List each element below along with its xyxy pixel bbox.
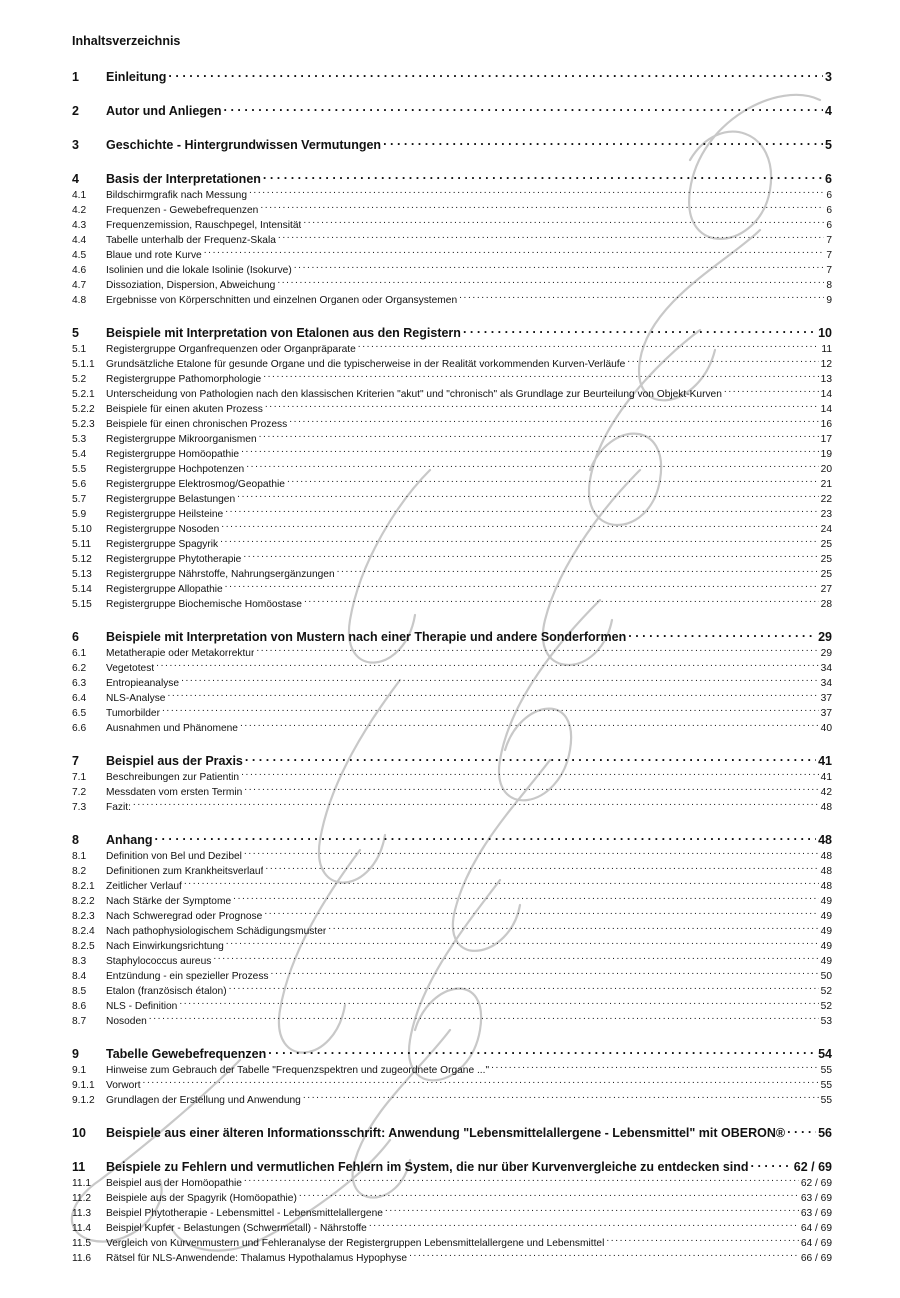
toc-title: Fazit: [106, 802, 131, 813]
toc-page-number: 6 [825, 172, 832, 186]
toc-title: NLS - Definition [106, 1001, 178, 1012]
toc-number: 6.5 [72, 708, 87, 719]
toc-title: Entzündung - ein spezieller Prozess [106, 971, 269, 982]
toc-page-number: 10 [818, 326, 832, 340]
toc-page-number: 29 [820, 648, 832, 659]
toc-title: Hinweise zum Gebrauch der Tabelle "Frequenzspektren und zugeordnete Organe ..." [106, 1065, 490, 1076]
toc-number: 8.1 [72, 851, 87, 862]
toc-subsection-entry[interactable] [72, 1073, 832, 1091]
toc-leader-dots [133, 795, 819, 810]
toc-subsection-entry[interactable] [72, 844, 832, 862]
toc-subsection-entry[interactable] [72, 889, 832, 907]
toc-title: Registergruppe Mikroorganismen [106, 434, 257, 445]
toc-page-number: 25 [820, 569, 832, 580]
toc-page-number: 17 [820, 434, 832, 445]
toc-page-number: 23 [820, 509, 832, 520]
toc-page-number: 42 [820, 787, 832, 798]
toc-title: Nach pathophysiologischem Schädigungsmuster [106, 926, 327, 937]
toc-section-entry[interactable] [72, 99, 832, 118]
toc-page-number: 6 [826, 205, 832, 216]
toc-leader-dots [246, 457, 818, 472]
toc-section-entry[interactable] [72, 1042, 832, 1061]
toc-number: 5.2 [72, 374, 87, 385]
toc-leader-dots [256, 641, 818, 656]
toc-title: Nosoden [106, 1016, 147, 1027]
toc-number: 5.13 [72, 569, 92, 580]
toc-leader-dots [304, 592, 819, 607]
toc-title: Beispiele aus einer älteren Informationsschrift: Anwendung "Lebensmittelallergene - Lebensmittel" mit OBERON® [106, 1126, 786, 1140]
toc-leader-dots [385, 1201, 799, 1216]
toc-leader-dots [241, 765, 819, 780]
toc-page-number: 55 [820, 1065, 832, 1076]
toc-title: Beispiele für einen akuten Prozess [106, 404, 263, 415]
toc-page-number: 63 / 69 [800, 1193, 832, 1204]
toc-page-number: 29 [818, 630, 832, 644]
toc-number: 7 [72, 754, 79, 768]
toc-number: 11.3 [72, 1208, 92, 1219]
toc-page-number: 22 [820, 494, 832, 505]
toc-page-number: 49 [820, 926, 832, 937]
toc-leader-dots [268, 1042, 816, 1058]
toc-title: Beispiele mit Interpretation von Mustern nach einer Therapie und andere Sonderformen [106, 630, 627, 644]
toc-section-entry[interactable] [72, 1121, 832, 1140]
toc-leader-dots [168, 65, 823, 81]
toc-page-number: 34 [820, 678, 832, 689]
toc-leader-dots [627, 352, 818, 367]
toc-leader-dots [628, 625, 816, 641]
toc-subsection-entry[interactable] [72, 994, 832, 1012]
toc-title: Registergruppe Biochemische Homöostase [106, 599, 302, 610]
toc-title: Basis der Interpretationen [106, 172, 261, 186]
toc-leader-dots [224, 99, 824, 115]
toc-title: Nach Stärke der Symptome [106, 896, 232, 907]
toc-number: 8.2.5 [72, 941, 95, 952]
toc-number: 4.2 [72, 205, 87, 216]
toc-number: 8.2.4 [72, 926, 95, 937]
toc-leader-dots [226, 934, 819, 949]
toc-title: Zeitlicher Verlauf [106, 881, 182, 892]
toc-number: 6.3 [72, 678, 87, 689]
toc-page-number: 6 [826, 190, 832, 201]
toc-number: 5.10 [72, 524, 92, 535]
toc-page-number: 52 [820, 1001, 832, 1012]
document-page [72, 32, 832, 1264]
toc-leader-dots [459, 288, 824, 303]
toc-number: 6.2 [72, 663, 87, 674]
toc-number: 11 [72, 1160, 86, 1174]
toc-title: Registergruppe Nosoden [106, 524, 220, 535]
toc-page-number: 7 [826, 265, 832, 276]
toc-number: 4.8 [72, 295, 87, 306]
toc-number: 5.3 [72, 434, 87, 445]
toc-leader-dots [751, 1155, 792, 1171]
toc-subsection-entry[interactable] [72, 716, 832, 734]
toc-title: Beispiel Phytotherapie - Lebensmittel - Lebensmittelallergene [106, 1208, 383, 1219]
toc-number: 5.9 [72, 509, 87, 520]
toc-title: Nach Einwirkungsrichtung [106, 941, 224, 952]
toc-title: Registergruppe Spagyrik [106, 539, 219, 550]
toc-page-number: 37 [820, 693, 832, 704]
toc-leader-dots [179, 994, 818, 1009]
toc-leader-dots [271, 964, 819, 979]
toc-number: 3 [72, 138, 79, 152]
toc-number: 5 [72, 326, 79, 340]
toc-title: Vorwort [106, 1080, 141, 1091]
toc-page-number: 13 [820, 374, 832, 385]
toc-title: Metatherapie oder Metakorrektur [106, 648, 255, 659]
toc-title: Blaue und rote Kurve [106, 250, 202, 261]
toc-leader-dots [244, 844, 819, 859]
toc-title: Registergruppe Heilsteine [106, 509, 224, 520]
toc-leader-dots [337, 562, 819, 577]
toc-leader-dots [383, 133, 823, 149]
toc-number: 4.4 [72, 235, 87, 246]
toc-title: Registergruppe Organfrequenzen oder Organpräparate [106, 344, 356, 355]
toc-title: Nach Schweregrad oder Prognose [106, 911, 263, 922]
toc-title: Vergleich von Kurvenmustern und Fehleranalyse der Registergruppen Lebensmittelallergene und Lebensmittel [106, 1238, 605, 1249]
toc-number: 6.4 [72, 693, 87, 704]
toc-page-number: 56 [818, 1126, 832, 1140]
toc-number: 5.4 [72, 449, 87, 460]
toc-title: Definition von Bel und Dezibel [106, 851, 242, 862]
toc-leader-dots [184, 874, 819, 889]
toc-page-number: 7 [826, 235, 832, 246]
toc-leader-dots [264, 904, 818, 919]
toc-leader-dots [237, 487, 819, 502]
toc-number: 9.1.1 [72, 1080, 95, 1091]
toc-leader-dots [244, 780, 818, 795]
section-spacer [72, 810, 832, 828]
toc-page-number: 63 / 69 [800, 1208, 832, 1219]
toc-title: Bildschirmgrafik nach Messung [106, 190, 247, 201]
toc-subsection-entry[interactable] [72, 874, 832, 892]
toc-number: 4.7 [72, 280, 87, 291]
toc-page-number: 64 / 69 [800, 1223, 832, 1234]
toc-section-entry[interactable] [72, 321, 832, 340]
toc-subsection-entry[interactable] [72, 656, 832, 674]
toc-title: Etalon (französisch étalon) [106, 986, 227, 997]
toc-section-entry[interactable] [72, 65, 832, 84]
toc-leader-dots [244, 1171, 799, 1186]
toc-leader-dots [294, 258, 825, 273]
toc-page-number: 21 [820, 479, 832, 490]
toc-leader-dots [181, 671, 819, 686]
toc-title: Registergruppe Pathomorphologie [106, 374, 262, 385]
toc-page-number: 8 [826, 280, 832, 291]
toc-number: 2 [72, 104, 79, 118]
toc-section-entry[interactable] [72, 828, 832, 847]
toc-number: 8.7 [72, 1016, 87, 1027]
toc-title: Ergebnisse von Körperschnitten und einzelnen Organen oder Organsystemen [106, 295, 458, 306]
toc-page-number: 11 [821, 344, 832, 355]
toc-page-number: 62 / 69 [793, 1160, 832, 1174]
toc-number: 11.4 [72, 1223, 92, 1234]
section-spacer [72, 81, 832, 99]
toc-section-entry[interactable] [72, 749, 832, 768]
toc-leader-dots [225, 502, 818, 517]
toc-number: 5.2.2 [72, 404, 95, 415]
toc-number: 10 [72, 1126, 86, 1140]
toc-leader-dots [369, 1216, 799, 1231]
toc-title: Dissoziation, Dispersion, Abweichung [106, 280, 276, 291]
toc-title: Entropieanalyse [106, 678, 180, 689]
toc-title: Frequenzen - Gewebefrequenzen [106, 205, 259, 216]
toc-page-number: 20 [820, 464, 832, 475]
toc-leader-dots [289, 412, 818, 427]
toc-number: 9.1.2 [72, 1095, 95, 1106]
toc-page-number: 41 [820, 772, 832, 783]
toc-page-number: 25 [820, 554, 832, 565]
toc-number: 5.5 [72, 464, 87, 475]
toc-title: Beispiele für einen chronischen Prozess [106, 419, 288, 430]
toc-number: 5.14 [72, 584, 92, 595]
toc-page-number: 64 / 69 [800, 1238, 832, 1249]
toc-number: 5.2.3 [72, 419, 95, 430]
toc-number: 7.1 [72, 772, 87, 783]
toc-leader-dots [162, 701, 819, 716]
toc-number: 4.1 [72, 190, 87, 201]
toc-number: 8.3 [72, 956, 87, 967]
toc-leader-dots [167, 686, 818, 701]
toc-number: 5.1.1 [72, 359, 95, 370]
toc-page-number: 9 [826, 295, 832, 306]
toc-number: 4.3 [72, 220, 87, 231]
toc-page-number: 48 [820, 851, 832, 862]
toc-title: Registergruppe Nährstoffe, Nahrungsergänzungen [106, 569, 335, 580]
toc-number: 5.2.1 [72, 389, 95, 400]
toc-number: 4.6 [72, 265, 87, 276]
toc-number: 1 [72, 70, 79, 84]
toc-title: Registergruppe Hochpotenzen [106, 464, 245, 475]
toc-number: 11.1 [72, 1178, 92, 1189]
toc-title: Definitionen zum Krankheitsverlauf [106, 866, 264, 877]
toc-page-number: 7 [826, 250, 832, 261]
toc-leader-dots [260, 198, 824, 213]
toc-number: 8.2.1 [72, 881, 95, 892]
toc-page-number: 28 [820, 599, 832, 610]
toc-leader-dots [213, 949, 818, 964]
toc-number: 11.5 [72, 1238, 92, 1249]
toc-number: 6.6 [72, 723, 87, 734]
toc-leader-dots [724, 382, 819, 397]
toc-page-number: 14 [820, 404, 832, 415]
toc-page-number: 25 [820, 539, 832, 550]
toc-number: 7.2 [72, 787, 87, 798]
toc-number: 11.2 [72, 1193, 92, 1204]
toc-number: 5.11 [72, 539, 92, 550]
toc-title: Geschichte - Hintergrundwissen Vermutungen [106, 138, 382, 152]
toc-title: Vegetotest [106, 663, 155, 674]
toc-section-entry[interactable] [72, 133, 832, 152]
table-of-contents [72, 65, 832, 1264]
page-title: Inhaltsverzeichnis [72, 34, 181, 48]
toc-leader-dots [287, 472, 819, 487]
toc-title: Registergruppe Belastungen [106, 494, 236, 505]
toc-title: Registergruppe Elektrosmog/Geopathie [106, 479, 285, 490]
toc-leader-dots [220, 532, 819, 547]
toc-number: 8.5 [72, 986, 87, 997]
toc-title: Registergruppe Phytotherapie [106, 554, 242, 565]
toc-leader-dots [409, 1246, 799, 1261]
toc-page-number: 49 [820, 956, 832, 967]
toc-number: 5.6 [72, 479, 87, 490]
toc-page-number: 34 [820, 663, 832, 674]
toc-leader-dots [245, 749, 816, 765]
toc-page-number: 16 [820, 419, 832, 430]
toc-page-number: 49 [820, 896, 832, 907]
toc-leader-dots [263, 167, 823, 183]
toc-page-number: 48 [820, 802, 832, 813]
toc-title: Isolinien und die lokale Isolinie (Isokurve) [106, 265, 292, 276]
toc-leader-dots [241, 442, 819, 457]
toc-number: 9 [72, 1047, 79, 1061]
toc-number: 9.1 [72, 1065, 87, 1076]
toc-title: Beispiele aus der Spagyrik (Homöopathie) [106, 1193, 297, 1204]
toc-leader-dots [299, 1186, 799, 1201]
toc-title: Tabelle unterhalb der Frequenz-Skala [106, 235, 276, 246]
toc-page-number: 55 [820, 1095, 832, 1106]
toc-leader-dots [240, 716, 819, 731]
toc-page-number: 48 [820, 881, 832, 892]
toc-leader-dots [221, 517, 818, 532]
toc-leader-dots [606, 1231, 798, 1246]
toc-page-number: 40 [820, 723, 832, 734]
toc-page-number: 5 [825, 138, 832, 152]
toc-number: 8.6 [72, 1001, 87, 1012]
toc-subsection-entry[interactable] [72, 671, 832, 689]
toc-number: 8 [72, 833, 79, 847]
toc-leader-dots [156, 656, 819, 671]
toc-page-number: 66 / 69 [800, 1253, 832, 1264]
toc-page-number: 53 [820, 1016, 832, 1027]
toc-title: Beschreibungen zur Patientin [106, 772, 240, 783]
toc-page-number: 14 [820, 389, 832, 400]
toc-leader-dots [491, 1058, 819, 1073]
toc-leader-dots [787, 1121, 816, 1137]
toc-leader-dots [463, 321, 816, 337]
toc-page-number: 48 [820, 866, 832, 877]
toc-leader-dots [328, 919, 818, 934]
toc-page-number: 55 [820, 1080, 832, 1091]
toc-title: Beispiel Kupfer - Belastungen (Schwermetall) - Nährstoffe [106, 1223, 367, 1234]
toc-subsection-entry[interactable] [72, 1088, 832, 1106]
toc-leader-dots [278, 228, 824, 243]
toc-leader-dots [243, 547, 818, 562]
toc-page-number: 49 [820, 911, 832, 922]
toc-subsection-entry[interactable] [72, 795, 832, 813]
toc-number: 8.2.3 [72, 911, 95, 922]
toc-number: 5.7 [72, 494, 87, 505]
toc-subsection-entry[interactable] [72, 701, 832, 719]
toc-leader-dots [143, 1073, 819, 1088]
toc-number: 6 [72, 630, 79, 644]
toc-title: Einleitung [106, 70, 167, 84]
toc-title: Beispiel aus der Praxis [106, 754, 243, 768]
toc-number: 8.2 [72, 866, 87, 877]
toc-leader-dots [265, 397, 819, 412]
toc-leader-dots [155, 828, 817, 844]
toc-page-number: 48 [818, 833, 832, 847]
toc-title: Beispiele zu Fehlern und vermutlichen Fehlern im System, die nur über Kurvenvergleiche zu entdecken sind [106, 1160, 749, 1174]
toc-number: 5.12 [72, 554, 92, 565]
toc-title: Staphylococcus aureus [106, 956, 212, 967]
toc-number: 5.1 [72, 344, 87, 355]
toc-page-number: 41 [818, 754, 832, 768]
toc-page-number: 62 / 69 [800, 1178, 832, 1189]
toc-leader-dots [249, 183, 824, 198]
toc-leader-dots [225, 577, 819, 592]
toc-page-number: 12 [820, 359, 832, 370]
toc-number: 11.6 [72, 1253, 92, 1264]
toc-page-number: 52 [820, 986, 832, 997]
toc-page-number: 27 [820, 584, 832, 595]
toc-title: Frequenzemission, Rauschpegel, Intensität [106, 220, 302, 231]
toc-number: 8.4 [72, 971, 87, 982]
toc-title: Unterscheidung von Pathologien nach den klassischen Kriterien "akut" und "chronisch" als Grundlage zur Beurteilung von Objekt-Kurven [106, 389, 722, 400]
toc-number: 4 [72, 172, 79, 186]
section-spacer [72, 1024, 832, 1042]
toc-leader-dots [303, 213, 824, 228]
toc-title: Grundsätzliche Etalone für gesunde Organe und die typischerweise in der Realität vorkommenden Kurven-Verläufe [106, 359, 626, 370]
toc-leader-dots [229, 979, 819, 994]
toc-number: 7.3 [72, 802, 87, 813]
toc-page-number: 24 [820, 524, 832, 535]
toc-page-number: 50 [820, 971, 832, 982]
toc-title: Registergruppe Allopathie [106, 584, 223, 595]
toc-number: 4.5 [72, 250, 87, 261]
toc-page-number: 37 [820, 708, 832, 719]
toc-page-number: 19 [820, 449, 832, 460]
toc-title: Grundlagen der Erstellung und Anwendung [106, 1095, 301, 1106]
toc-page-number: 3 [825, 70, 832, 84]
toc-title: Messdaten vom ersten Termin [106, 787, 243, 798]
toc-section-entry[interactable] [72, 625, 832, 644]
toc-number: 8.2.2 [72, 896, 95, 907]
toc-page-number: 6 [826, 220, 832, 231]
toc-title: Tabelle Gewebefrequenzen [106, 1047, 267, 1061]
toc-subsection-entry[interactable] [72, 686, 832, 704]
toc-leader-dots [263, 367, 818, 382]
toc-title: Autor und Anliegen [106, 104, 222, 118]
toc-subsection-entry[interactable] [72, 1009, 832, 1027]
toc-page-number: 4 [825, 104, 832, 118]
toc-title: Registergruppe Homöopathie [106, 449, 240, 460]
toc-section-entry[interactable] [72, 167, 832, 186]
toc-title: Beispiele mit Interpretation von Etalonen aus den Registern [106, 326, 461, 340]
toc-title: Anhang [106, 833, 153, 847]
toc-leader-dots [303, 1088, 819, 1103]
toc-number: 6.1 [72, 648, 87, 659]
toc-leader-dots [204, 243, 825, 258]
toc-page-number: 49 [820, 941, 832, 952]
toc-leader-dots [149, 1009, 819, 1024]
toc-title: Ausnahmen und Phänomene [106, 723, 238, 734]
toc-title: Rätsel für NLS-Anwendende: Thalamus Hypothalamus Hypophyse [106, 1253, 408, 1264]
toc-leader-dots [259, 427, 819, 442]
toc-title: NLS-Analyse [106, 693, 166, 704]
toc-title: Beispiel aus der Homöopathie [106, 1178, 242, 1189]
toc-number: 5.15 [72, 599, 92, 610]
toc-title: Tumorbilder [106, 708, 160, 719]
toc-leader-dots [233, 889, 819, 904]
toc-leader-dots [265, 859, 818, 874]
toc-page-number: 54 [818, 1047, 832, 1061]
toc-leader-dots [358, 337, 820, 352]
toc-leader-dots [277, 273, 824, 288]
toc-section-entry[interactable] [72, 1155, 832, 1174]
